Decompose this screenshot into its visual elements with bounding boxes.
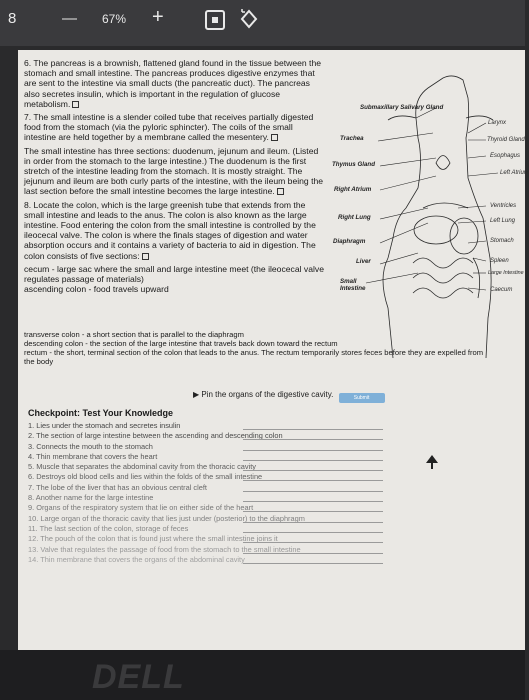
descending-text: descending colon - the section of the large intestine that travels back down toward the rectum — [24, 339, 338, 348]
label-small-intestine: Small Intestine — [340, 278, 366, 292]
ascending-text: ascending colon - food travels upward — [24, 284, 169, 295]
rotate-icon[interactable] — [238, 8, 260, 34]
label-ventricles: Ventricles — [490, 203, 517, 209]
question-13[interactable]: 13. Valve that regulates the passage of food from the stomach to the small intestine — [28, 545, 408, 555]
brand-logo: DELL — [92, 658, 185, 696]
question-7[interactable]: 7. The lobe of the liver that has an obvious central cleft — [28, 483, 408, 493]
label-spleen: Spleen — [490, 258, 509, 264]
checkbox-small-intestine[interactable] — [271, 134, 278, 141]
laptop-bezel — [0, 650, 525, 700]
label-right-atrium: Right Atrium — [334, 186, 372, 193]
zoom-out-button[interactable]: — — [62, 10, 77, 27]
question-2[interactable]: 2. The section of large intestine between the ascending and descending colon — [28, 431, 408, 441]
label-thyroid: Thyroid Gland — [487, 137, 525, 143]
question-14[interactable]: 14. Thin membrane that covers the organs of the abdominal cavity — [28, 555, 408, 565]
viewer-toolbar — [0, 0, 525, 46]
pin-arrow-icon: ▶ — [193, 390, 200, 399]
cursor-icon — [426, 455, 438, 474]
checkbox-sections[interactable] — [277, 188, 284, 195]
document-page — [18, 50, 529, 650]
paragraph-sections: The small intestine has three sections: duodenum, jejunum and ileum. (Listed in order from the stomach to the large intestine.) The duodenum is the first stretch of the intestine leading from the stomach. It is mostly straight. The jejunum and ileum are both curly parts of the intestine, with the ileum being the last section before the small intestine becomes the large intestine. — [24, 145, 324, 197]
question-1[interactable]: 1. Lies under the stomach and secretes insulin — [28, 421, 408, 431]
label-left-lung: Left Lung — [490, 218, 516, 224]
label-larynx: Larynx — [488, 120, 507, 126]
label-esophagus: Esophagus — [490, 153, 521, 159]
label-stomach: Stomach — [490, 238, 514, 244]
label-submaxillary: Submaxillary Salivary Gland — [360, 104, 444, 111]
label-caecum: Caecum — [490, 287, 513, 293]
page-number: 8 — [8, 10, 17, 27]
label-right-lung: Right Lung — [338, 214, 371, 221]
label-liver: Liver — [356, 258, 371, 265]
paragraph-pancreas: 6. The pancreas is a brownish, flattened gland found in the tissue between the stomach and small intestine. The pancreas produces digestive enzymes that are sent to the intestine via small ducts (the pancreatic duct). The pancreas also secretes insulin, which is important in the regulation of glucose metabolism. — [24, 58, 322, 109]
text-column — [24, 58, 324, 294]
label-trachea: Trachea — [340, 135, 364, 142]
checkbox-pancreas[interactable] — [72, 101, 79, 108]
transverse-text: transverse colon - a short section that is parallel to the diaphragm — [24, 330, 244, 339]
question-12[interactable]: 12. The pouch of the colon that is found just where the small intestine joins it — [28, 534, 408, 544]
fit-page-icon[interactable] — [205, 10, 225, 30]
submit-badge[interactable]: Submit — [339, 393, 385, 403]
label-diaphragm: Diaphragm — [333, 238, 366, 245]
checkbox-colon[interactable] — [142, 253, 149, 260]
label-left-atrium: Left Atrium — [500, 170, 529, 176]
label-large-intestine: Large Intestine — [488, 270, 524, 276]
question-9[interactable]: 9. Organs of the respiratory system that lie on either side of the heart — [28, 503, 408, 513]
checkpoint-title: Checkpoint: Test Your Knowledge — [28, 408, 174, 418]
checkpoint-section — [28, 408, 408, 565]
question-6[interactable]: 6. Destroys old blood cells and lies within the folds of the small intestine — [28, 472, 408, 482]
pin-instruction: ▶ Pin the organs of the digestive cavity. Submit — [193, 390, 385, 403]
zoom-in-button[interactable]: + — [152, 6, 164, 28]
question-4[interactable]: 4. Thin membrane that covers the heart — [28, 452, 408, 462]
question-3[interactable]: 3. Connects the mouth to the stomach — [28, 442, 408, 452]
paragraph-small-intestine: 7. The small intestine is a slender coiled tube that receives partially digested food from the stomach (via the pyloric sphincter). The coils of the small intestine are held together by a membrane called the mesentery. — [24, 112, 314, 143]
cecum-text: cecum - large sac where the small and large intestine meet (the ileocecal valve regulates passage of materials) — [24, 263, 324, 285]
question-10[interactable]: 10. Large organ of the thoracic cavity that lies just under (posterior) to the diaphragm — [28, 514, 408, 524]
question-5[interactable]: 5. Muscle that separates the abdominal cavity from the thoracic cavity — [28, 462, 408, 472]
zoom-level: 67% — [102, 12, 127, 26]
question-8[interactable]: 8. Another name for the large intestine — [28, 493, 408, 503]
rectum-text: rectum - the short, terminal section of the colon that leads to the anus. The rectum temporarily stores feces before they are expelled from the body — [24, 348, 484, 366]
paragraph-colon: 8. Locate the colon, which is the large greenish tube that extends from the small intestine and leads to the anus. The colon is also known as the large intestine. Food entering the colon from the small intestine is controlled by the ileocecal valve. The colon is where the finals stages of digestion and water absorption occurs and it contains a variety of bacteria to aid in digestion. The colon consists of five sections: — [24, 199, 316, 261]
fetal-pig-diagram — [318, 58, 529, 358]
question-11[interactable]: 11. The last section of the colon, storage of feces — [28, 524, 408, 534]
label-thymus: Thymus Gland — [332, 161, 375, 168]
